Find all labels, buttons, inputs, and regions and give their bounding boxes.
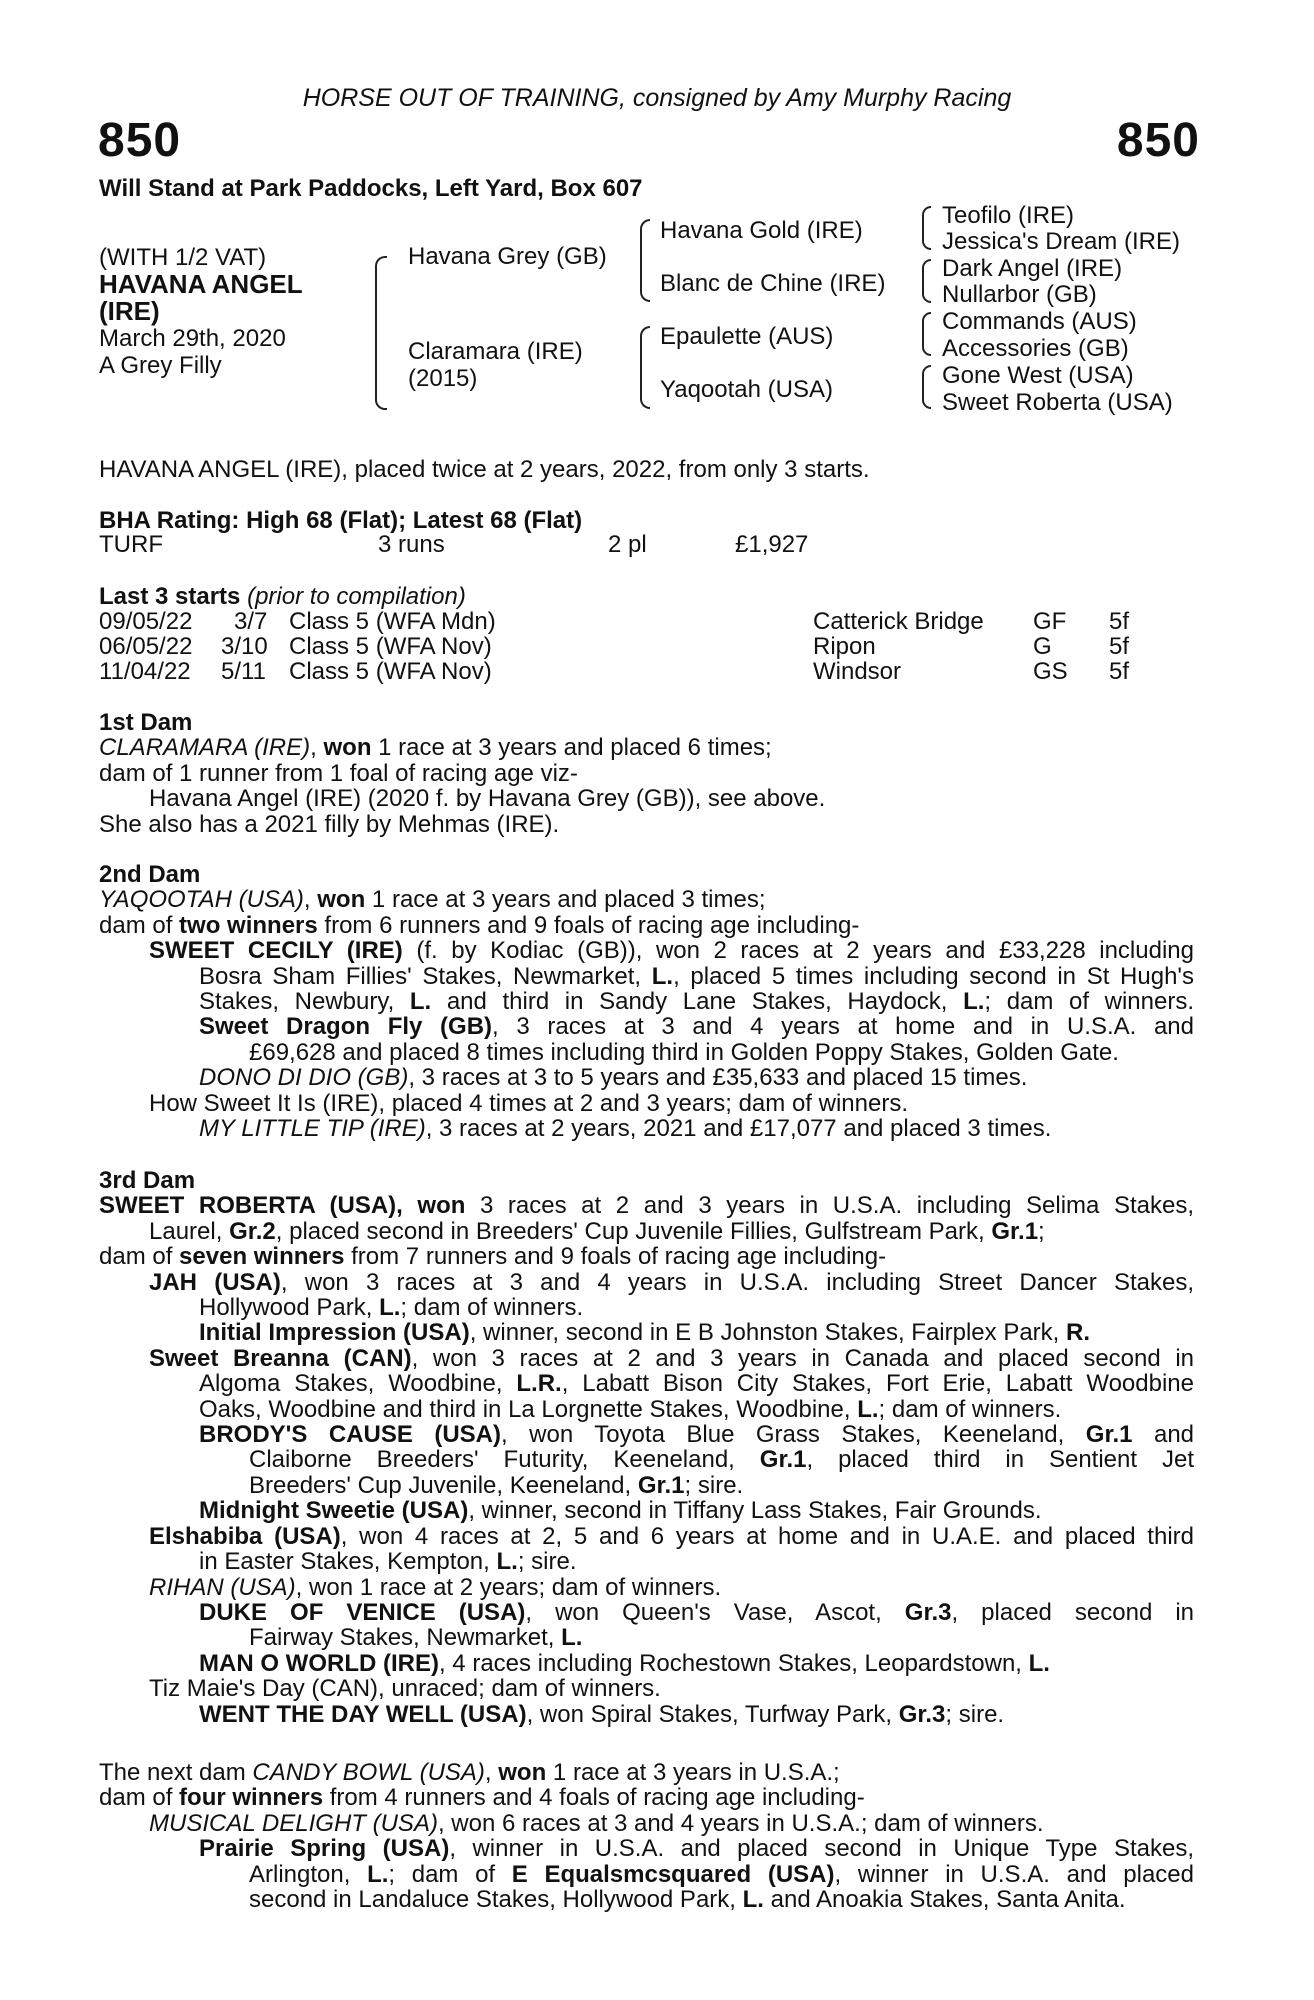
start-date: 11/04/22 <box>99 658 191 685</box>
last-starts-heading <box>99 584 466 609</box>
horse-name: SWEET CECILY (IRE) <box>149 937 403 965</box>
start-distance: 5f <box>1109 658 1130 685</box>
text: ; dam of <box>388 1860 512 1888</box>
start-distance: 5f <box>1109 608 1130 635</box>
grade: Gr.2 <box>229 1217 276 1245</box>
text: , winner, second in E B Johnston Stakes, Fairplex Park, <box>469 1319 1066 1347</box>
brace-dam-line <box>640 326 650 409</box>
last-starts-note: (prior to compilation) <box>247 583 466 610</box>
won-label: , won <box>396 1192 466 1220</box>
pedigree-gen2-4: Yaqootah (USA) <box>660 376 833 403</box>
text: , won Toyota Blue Grass Stakes, Keeneland, <box>501 1421 1086 1449</box>
text: in Easter Stakes, Kempton, <box>199 1548 497 1576</box>
text: , winner, second in Tiffany Lass Stakes, Fair Grounds. <box>468 1497 1042 1525</box>
third-dam-section <box>99 1168 1194 1727</box>
text: Oaks, Woodbine and third in La Lorgnette Stakes, Woodbine, <box>199 1395 858 1423</box>
text: ; sire. <box>517 1548 577 1576</box>
text: from 7 runners and 9 foals of racing age including- <box>344 1243 887 1271</box>
pedigree-gen3-5: Commands (AUS) <box>942 308 1137 335</box>
grade: L. <box>963 988 985 1016</box>
start-date: 06/05/22 <box>99 633 193 660</box>
stand-location: Will Stand at Park Paddocks, Left Yard, Box 607 <box>99 175 643 202</box>
text: , placed 5 times including second in St Hugh's <box>673 962 1195 990</box>
grade: Gr.1 <box>1085 1421 1133 1449</box>
text: , won 6 races at 3 and 4 years in U.S.A.; dam of winners. <box>437 1809 1044 1837</box>
entry-tiz-maies-day: Tiz Maie's Day (CAN), unraced; dam of winners. <box>149 1675 661 1703</box>
text: 3 races at 2 and 3 years in U.S.A. including Selima Stakes, <box>465 1192 1195 1220</box>
start-position: 3/7 <box>234 608 268 635</box>
third-dam-heading: 3rd Dam <box>99 1167 196 1194</box>
entry-duke-of-venice <box>99 1600 1194 1651</box>
text: Breeders' Cup Juvenile, Keeneland, <box>249 1471 638 1499</box>
horse-name: Initial Impression (USA) <box>199 1319 470 1347</box>
text: and Anoakia Stakes, Santa Anita. <box>763 1886 1126 1914</box>
text: Fairway Stakes, Newmarket, <box>249 1624 562 1652</box>
grade: Gr.1 <box>991 1217 1039 1245</box>
first-dam-note: She also has a 2021 filly by Mehmas (IRE). <box>99 810 560 838</box>
text: , Labatt Bison City Stakes, Fort Erie, Labatt Woodbine <box>561 1370 1194 1398</box>
brace-gen3-2 <box>922 259 931 303</box>
text: ; sire. <box>684 1471 744 1499</box>
text: and third in Sandy Lane Stakes, Haydock, <box>431 988 964 1016</box>
race-summary: HAVANA ANGEL (IRE), placed twice at 2 years, 2022, from only 3 starts. <box>99 456 870 483</box>
rating-surface: TURF <box>99 531 163 558</box>
pedigree-gen3-8: Sweet Roberta (USA) <box>942 389 1173 416</box>
won-label: won <box>317 886 366 914</box>
pedigree-gen2-1: Havana Gold (IRE) <box>660 217 863 244</box>
text: second in Landaluce Stakes, Hollywood Park, <box>249 1886 743 1914</box>
pedigree-gen3-2: Jessica's Dream (IRE) <box>942 228 1180 255</box>
pedigree-sire: Havana Grey (GB) <box>408 243 607 270</box>
text: 1 race at 3 years in U.S.A.; <box>546 1759 840 1786</box>
grade: L. <box>857 1395 879 1423</box>
text: , won 4 races at 2, 5 and 6 years at home and in U.A.E. and placed third <box>340 1522 1194 1550</box>
entry-jah <box>99 1270 1194 1321</box>
pedigree-dam: Claramara (IRE) <box>408 338 583 365</box>
grade: L. <box>379 1294 401 1322</box>
horse-name: DUKE OF VENICE (USA) <box>199 1598 526 1626</box>
grade: Gr.1 <box>759 1446 807 1474</box>
winners-count: four winners <box>179 1784 324 1812</box>
text: dam of <box>99 1784 180 1812</box>
pedigree-gen2-3: Epaulette (AUS) <box>660 323 834 350</box>
rating-placings: 2 pl <box>608 531 647 558</box>
entry-prairie-spring <box>99 1836 1194 1912</box>
horse-description: A Grey Filly <box>99 352 222 379</box>
text: , winner in U.S.A. and placed <box>834 1860 1195 1888</box>
grade: L. <box>367 1860 389 1888</box>
horse-name: DONO DI DIO (GB) <box>199 1064 409 1092</box>
start-position: 5/11 <box>221 658 266 685</box>
won-label: won <box>498 1759 547 1786</box>
text: , placed second in Breeders' Cup Juvenile Fillies, Gulfstream Park, <box>275 1217 992 1245</box>
text: , won 3 races at 2 and 3 years in Canada and placed second in <box>411 1344 1195 1372</box>
horse-name: Sweet Breanna (CAN) <box>149 1344 412 1372</box>
brace-gen3-4 <box>922 365 931 409</box>
lot-number-right: 850 <box>1116 114 1200 167</box>
text: Arlington, <box>249 1860 368 1888</box>
text: from 4 runners and 4 foals of racing age including- <box>323 1784 865 1812</box>
start-going: GS <box>1033 658 1068 685</box>
entry-sweet-breanna <box>99 1346 1194 1422</box>
text: Laurel, <box>149 1217 230 1245</box>
grade: Gr.3 <box>898 1700 946 1728</box>
entry-sweet-cecily <box>99 938 1194 1014</box>
horse-name: MAN O WORLD (IRE) <box>199 1649 439 1677</box>
brace-gen1 <box>375 256 387 410</box>
brace-gen3-1 <box>922 206 931 250</box>
text: Hollywood Park, <box>199 1294 380 1322</box>
text: , won 3 races at 3 and 4 years in U.S.A. including Street Dancer Stakes, <box>280 1268 1194 1296</box>
second-dam-section: 2nd Dam YAQOOTAH (USA), won 1 race at 3 years and placed 3 times; dam of two winners from 6 runners and 9 foals of racing age including- SWEET CECILY (IRE) (f. by Kodiac (GB)), won 2 races at 2 years and £33,228 including Bosra Sham Fillies' Stakes, Newmarket, L., placed 5 times including second in St Hugh's Stakes, Newbury, L. and third in Sandy Lane Stakes, Haydock, L.; dam of winners. Sweet Dragon Fly (GB), 3 races at 3 and 4 years at home and in U.S.A. and £69,628 and placed 8 times including third in Golden Poppy Stakes, Golden Gate. DONO DI DIO (GB), 3 races at 3 to 5 years and £35,633 and placed 15 times. How Sweet It Is (IRE), placed 4 times at 2 and 3 years; dam of winners. MY LITTLE TIP (IRE), 3 races at 2 years, 2021 and £17,077 and placed 3 times. <box>99 861 1195 1143</box>
text: , 3 races at 3 to 5 years and £35,633 and placed 15 times. <box>408 1064 1028 1092</box>
first-dam-heading: 1st Dam <box>99 709 193 736</box>
grade: L. <box>561 1624 583 1652</box>
horse-name: Prairie Spring (USA) <box>199 1835 450 1863</box>
start-position: 3/10 <box>221 633 268 660</box>
text: , won Spiral Stakes, Turfway Park, <box>526 1700 899 1728</box>
start-going: GF <box>1033 608 1067 635</box>
text: , placed second in <box>951 1598 1194 1626</box>
text: , 4 races including Rochestown Stakes, Leopardstown, <box>438 1649 1029 1677</box>
first-dam-record: 1 race at 3 years and placed 6 times; <box>371 734 772 762</box>
horse-name: JAH (USA) <box>149 1268 281 1296</box>
text: ; dam of winners. <box>984 988 1194 1016</box>
text: Stakes, Newbury, <box>199 988 410 1016</box>
text: , placed third in Sentient Jet <box>806 1446 1194 1474</box>
text: dam of <box>99 1243 180 1271</box>
grade: L. <box>409 988 432 1016</box>
start-date: 09/05/22 <box>99 608 193 635</box>
horse-name: E Equalsmcsquared (USA) <box>511 1860 835 1888</box>
consignment-line: HORSE OUT OF TRAINING, consigned by Amy Murphy Racing <box>302 84 1012 112</box>
pedigree-gen3-6: Accessories (GB) <box>942 335 1129 362</box>
brace-gen3-3 <box>922 312 931 356</box>
start-race: Class 5 (WFA Nov) <box>289 633 492 660</box>
text: , 3 races at 2 years, 2021 and £17,077 and placed 3 times. <box>425 1115 1052 1143</box>
pedigree-gen3-1: Teofilo (IRE) <box>942 202 1075 229</box>
third-dam-name: SWEET ROBERTA (USA) <box>99 1192 397 1220</box>
grade: Gr.3 <box>904 1598 952 1626</box>
horse-name: WENT THE DAY WELL (USA) <box>199 1700 527 1728</box>
first-dam-produce: dam of 1 runner from 1 foal of racing age viz- <box>99 759 578 787</box>
rating-earnings: £1,927 <box>735 531 809 558</box>
start-course: Windsor <box>813 658 902 685</box>
text: ; dam of winners. <box>400 1294 584 1322</box>
won-label: won <box>323 734 372 762</box>
text: ; sire. <box>945 1700 1005 1728</box>
horse-name: BRODY'S CAUSE (USA) <box>199 1421 501 1449</box>
text: , won Queen's Vase, Ascot, <box>525 1598 905 1626</box>
grade: L. <box>496 1548 518 1576</box>
grade: L. <box>651 962 674 990</box>
winners-count: two winners <box>179 911 318 939</box>
start-race: Class 5 (WFA Nov) <box>289 658 492 685</box>
pedigree-gen3-4: Nullarbor (GB) <box>942 281 1097 308</box>
grade: L. <box>742 1886 764 1914</box>
text: (f. by Kodiac (GB)), won 2 races at 2 years and £33,228 including <box>402 937 1194 965</box>
text: , won 1 race at 2 years; dam of winners. <box>295 1573 722 1601</box>
pedigree-table <box>0 0 1314 420</box>
pedigree-gen3-3: Dark Angel (IRE) <box>942 255 1123 282</box>
start-course: Ripon <box>813 633 876 660</box>
horse-name-suffix: (IRE) <box>99 296 160 326</box>
horse-name: HAVANA ANGEL <box>99 269 303 299</box>
entry-brodys-cause <box>99 1422 1194 1498</box>
second-dam-heading: 2nd Dam <box>99 861 201 888</box>
text: ; <box>1038 1217 1045 1245</box>
text: Algoma Stakes, Woodbine, <box>199 1370 517 1398</box>
winners-count: seven winners <box>179 1243 345 1271</box>
next-dam-name: CANDY BOWL (USA) <box>252 1759 485 1786</box>
next-dam-section <box>99 1760 1194 1912</box>
text: , winner in U.S.A. and placed second in Unique Type Stakes, <box>449 1835 1194 1863</box>
first-dam-foal: Havana Angel (IRE) (2020 f. by Havana Grey (GB)), see above. <box>149 785 826 813</box>
text: and <box>1132 1421 1195 1449</box>
grade: L.R. <box>516 1370 562 1398</box>
grade: L. <box>1028 1649 1050 1677</box>
start-going: G <box>1033 633 1052 660</box>
start-distance: 5f <box>1109 633 1130 660</box>
first-dam-name: CLARAMARA (IRE) <box>99 734 311 762</box>
foaling-date: March 29th, 2020 <box>99 325 286 352</box>
lot-number-left: 850 <box>98 114 182 167</box>
pedigree-gen2-2: Blanc de Chine (IRE) <box>660 270 886 297</box>
horse-name: MY LITTLE TIP (IRE) <box>199 1115 426 1143</box>
bha-rating: BHA Rating: High 68 (Flat); Latest 68 (Flat) <box>99 507 583 534</box>
entry-elshabiba <box>99 1524 1194 1575</box>
text: The next dam <box>99 1759 253 1786</box>
second-dam-name: YAQOOTAH (USA) <box>99 886 304 914</box>
second-dam-record: 1 race at 3 years and placed 3 times; <box>365 886 766 914</box>
text: Claiborne Breeders' Futurity, Keeneland, <box>249 1446 760 1474</box>
text: ; dam of winners. <box>878 1395 1062 1423</box>
text: from 6 runners and 9 foals of racing age including- <box>317 911 860 939</box>
rating-runs: 3 runs <box>378 531 445 558</box>
brace-sire-line <box>640 219 650 302</box>
last-starts-title: Last 3 starts <box>99 583 241 610</box>
horse-name: Sweet Dragon Fly (GB) <box>199 1013 493 1041</box>
grade: Gr.1 <box>637 1471 685 1499</box>
horse-name: MUSICAL DELIGHT (USA) <box>149 1809 438 1837</box>
text: £69,628 and placed 8 times including third in Golden Poppy Stakes, Golden Gate. <box>249 1038 1119 1066</box>
horse-name: RIHAN (USA) <box>149 1573 296 1601</box>
start-course: Catterick Bridge <box>813 608 984 635</box>
vat-note: (WITH 1/2 VAT) <box>99 244 267 271</box>
horse-name: Elshabiba (USA) <box>149 1522 341 1550</box>
text: Bosra Sham Fillies' Stakes, Newmarket, <box>199 962 652 990</box>
start-race: Class 5 (WFA Mdn) <box>289 608 496 635</box>
text: dam of <box>99 911 180 939</box>
pedigree-gen3-7: Gone West (USA) <box>942 362 1134 389</box>
text: , 3 races at 3 and 4 years at home and in U.S.A. and <box>492 1013 1195 1041</box>
entry-sweet-dragon-fly <box>99 1014 1194 1065</box>
grade: R. <box>1066 1319 1090 1347</box>
pedigree-dam-year: (2015) <box>408 365 478 392</box>
first-dam-section: 1st Dam CLARAMARA (IRE), won 1 race at 3 years and placed 6 times; dam of 1 runner from 1 foal of racing age viz- Havana Angel (IRE) (2020 f. by Havana Grey (GB)), see above. She also has a 2021 filly by Mehmas (IRE). <box>99 710 1194 837</box>
horse-name: Midnight Sweetie (USA) <box>199 1497 469 1525</box>
entry-how-sweet-it-is: How Sweet It Is (IRE), placed 4 times at 2 and 3 years; dam of winners. <box>149 1089 908 1117</box>
text: , <box>484 1759 499 1786</box>
